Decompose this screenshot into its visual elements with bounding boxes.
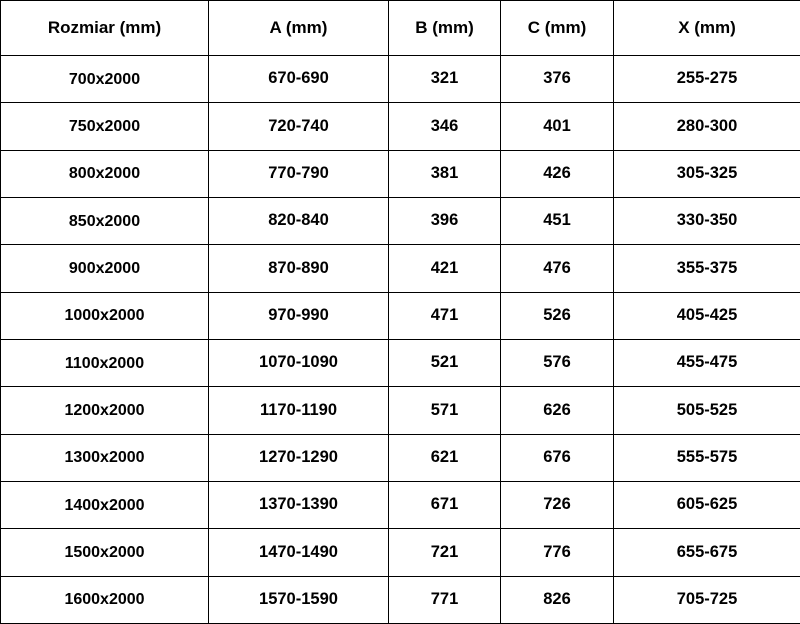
cell-a: 1470-1490 [209, 529, 389, 576]
cell-c: 576 [501, 339, 614, 386]
cell-c: 451 [501, 197, 614, 244]
column-header-a: A (mm) [209, 1, 389, 56]
table-header [1, 1, 800, 56]
cell-b: 521 [389, 339, 501, 386]
cell-c: 401 [501, 103, 614, 150]
column-header-c: C (mm) [501, 1, 614, 56]
cell-rozmiar: 700x2000 [1, 56, 209, 103]
cell-x: 455-475 [614, 339, 800, 386]
cell-x: 555-575 [614, 434, 800, 481]
table-row [1, 56, 800, 103]
cell-rozmiar: 850x2000 [1, 197, 209, 244]
cell-a: 1170-1190 [209, 387, 389, 434]
cell-b: 421 [389, 245, 501, 292]
cell-c: 376 [501, 56, 614, 103]
column-header-x: X (mm) [614, 1, 800, 56]
table-row [1, 197, 800, 244]
cell-b: 671 [389, 481, 501, 528]
cell-b: 571 [389, 387, 501, 434]
cell-x: 330-350 [614, 197, 800, 244]
table-row [1, 150, 800, 197]
cell-a: 1570-1590 [209, 576, 389, 623]
cell-b: 771 [389, 576, 501, 623]
cell-b: 471 [389, 292, 501, 339]
cell-c: 476 [501, 245, 614, 292]
table-row [1, 339, 800, 386]
cell-b: 346 [389, 103, 501, 150]
cell-a: 820-840 [209, 197, 389, 244]
cell-x: 705-725 [614, 576, 800, 623]
cell-x: 505-525 [614, 387, 800, 434]
cell-rozmiar: 1500x2000 [1, 529, 209, 576]
column-header-b: B (mm) [389, 1, 501, 56]
cell-a: 770-790 [209, 150, 389, 197]
column-header-rozmiar: Rozmiar (mm) [1, 1, 209, 56]
cell-b: 381 [389, 150, 501, 197]
cell-rozmiar: 800x2000 [1, 150, 209, 197]
cell-rozmiar: 750x2000 [1, 103, 209, 150]
cell-x: 305-325 [614, 150, 800, 197]
cell-c: 626 [501, 387, 614, 434]
cell-b: 621 [389, 434, 501, 481]
cell-x: 405-425 [614, 292, 800, 339]
table-row [1, 387, 800, 434]
table-header-row [1, 1, 800, 56]
cell-x: 355-375 [614, 245, 800, 292]
table-row [1, 103, 800, 150]
cell-c: 776 [501, 529, 614, 576]
cell-rozmiar: 1400x2000 [1, 481, 209, 528]
cell-x: 605-625 [614, 481, 800, 528]
cell-rozmiar: 1600x2000 [1, 576, 209, 623]
cell-a: 1370-1390 [209, 481, 389, 528]
cell-b: 721 [389, 529, 501, 576]
table-row [1, 576, 800, 623]
cell-c: 726 [501, 481, 614, 528]
cell-x: 280-300 [614, 103, 800, 150]
cell-b: 396 [389, 197, 501, 244]
cell-rozmiar: 1100x2000 [1, 339, 209, 386]
cell-a: 1270-1290 [209, 434, 389, 481]
cell-c: 526 [501, 292, 614, 339]
cell-x: 255-275 [614, 56, 800, 103]
cell-b: 321 [389, 56, 501, 103]
cell-rozmiar: 1200x2000 [1, 387, 209, 434]
cell-rozmiar: 1000x2000 [1, 292, 209, 339]
cell-c: 826 [501, 576, 614, 623]
table-row [1, 245, 800, 292]
cell-a: 870-890 [209, 245, 389, 292]
table-row [1, 529, 800, 576]
cell-x: 655-675 [614, 529, 800, 576]
cell-rozmiar: 900x2000 [1, 245, 209, 292]
cell-c: 676 [501, 434, 614, 481]
table-row [1, 292, 800, 339]
cell-c: 426 [501, 150, 614, 197]
cell-rozmiar: 1300x2000 [1, 434, 209, 481]
cell-a: 720-740 [209, 103, 389, 150]
table-row [1, 434, 800, 481]
cell-a: 970-990 [209, 292, 389, 339]
table-body [1, 56, 800, 624]
cell-a: 670-690 [209, 56, 389, 103]
table-row [1, 481, 800, 528]
cell-a: 1070-1090 [209, 339, 389, 386]
